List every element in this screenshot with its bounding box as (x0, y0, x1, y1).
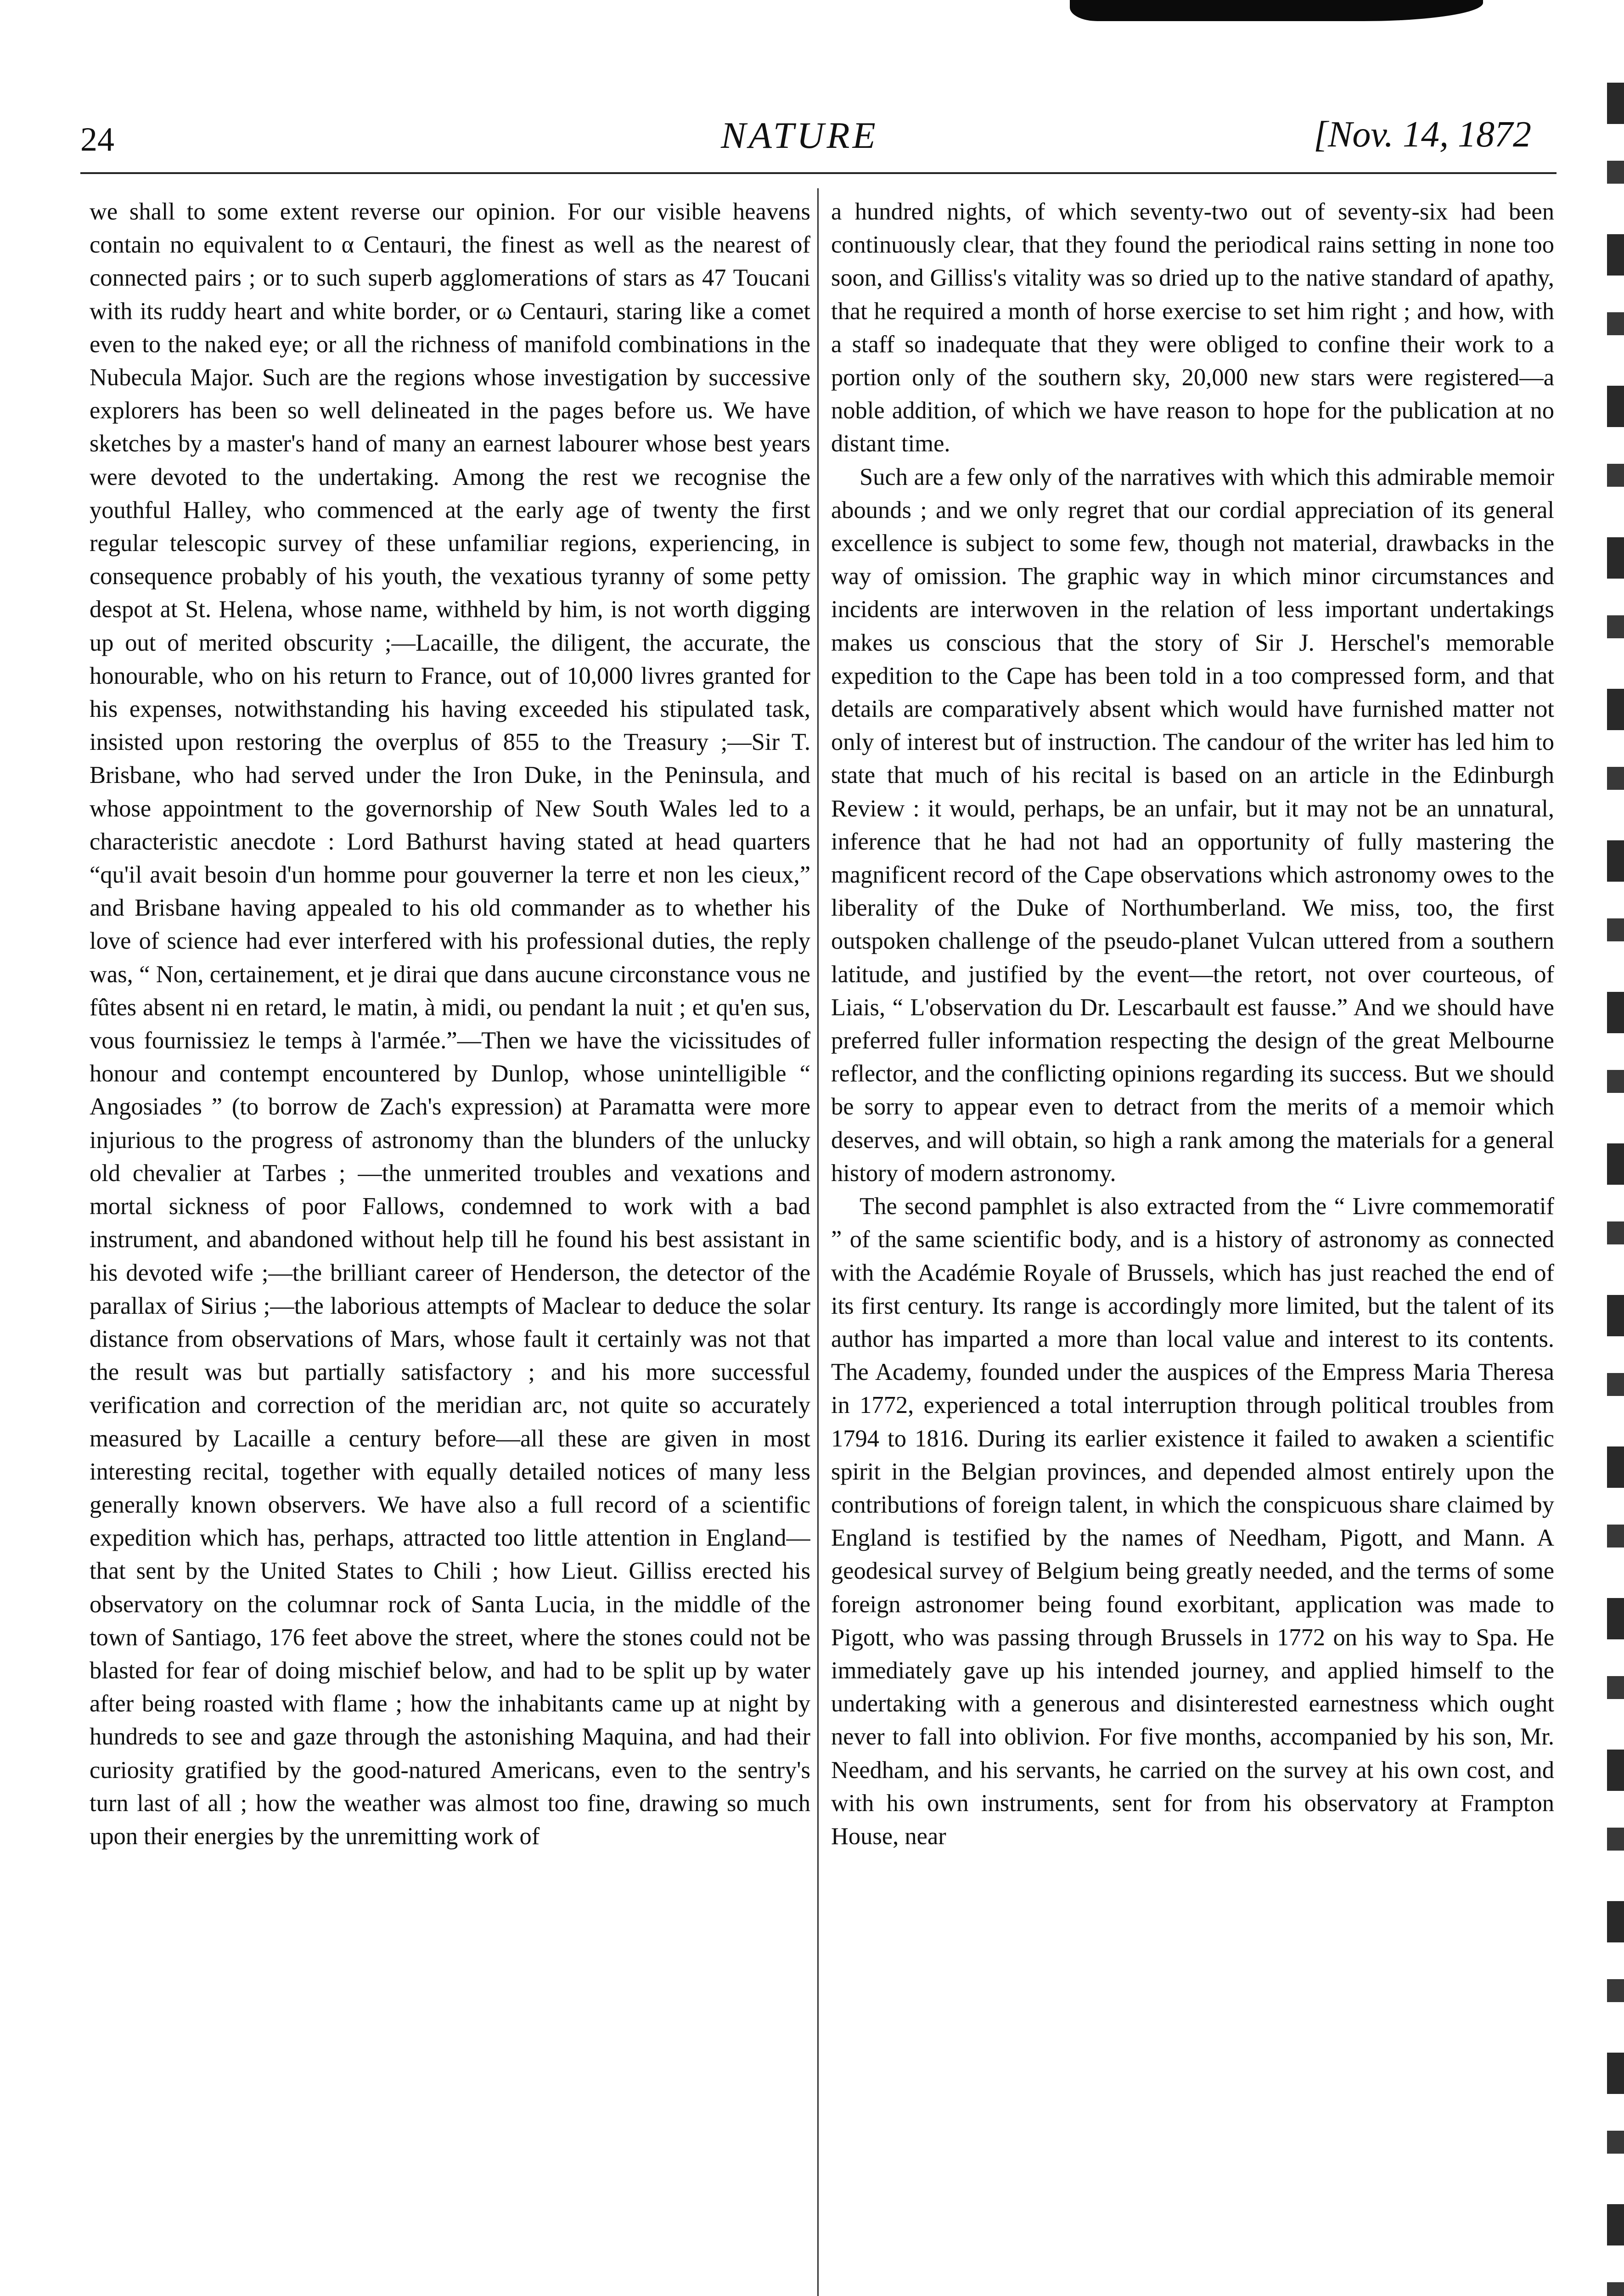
paragraph: Such are a few only of the narratives with which this admirable memoir abounds ; and we only regret that our cordial appreciation of its general excellence is subject to some few, though not material, drawbacks in the way of omission. The graphic way in which minor circumstances and incidents are interwoven in the relation of less important undertakings makes us conscious that the story of Sir J. Herschel's memorable expedition to the Cape has been told in a too compressed form, and that details are comparatively absent which would have furnished matter not only of interest but of instruction. The candour of the writer has led him to state that much of his recital is based on an article in the Edinburgh Review : it would, perhaps, be an unfair, but it may not be an unnatural, inference that he had not had an opportunity of fully mastering the magnificent record of the Cape observations which astronomy owes to the liberality of the Duke of Northumberland. We miss, too, the first outspoken challenge of the pseudo-planet Vulcan uttered from a southern latitude, and justified by the event—the retort, not over courteous, of Liais, “ L'observation du Dr. Lescarbault est fausse.” And we should have preferred fuller information respecting the design of the great Melbourne reflector, and the conflicting opinions regarding its success. But we should be sorry to appear even to detract from the merits of a memoir which deserves, and will obtain, so high a rank among the materials for a general history of modern astronomy. (831, 463, 1554, 1187)
paragraph: a hundred nights, of which seventy-two out of seventy-six had been continuously clear, that they found the periodical rains setting in none too soon, and Gilliss's vitality was so dried up to the native standard of apathy, that he required a month of horse exercise to set him right ; and how, with a staff so inadequate that they were obliged to confine their work to a portion only of the southern sky, 20,000 new stars were registered—a noble addition, of which we have reason to hope for the publication at no distant time. (831, 198, 1554, 457)
header-rule (80, 172, 1557, 174)
page-header (80, 110, 1536, 165)
right-column (831, 195, 1554, 2280)
left-column (90, 195, 810, 2280)
column-divider (817, 188, 819, 2296)
paragraph: The second pamphlet is also extracted from the “ Livre commemoratif ” of the same scientific body, and is a history of astronomy as connected with the Académie Royale of Brussels, which has just reached the end of its first century. Its range is accordingly more limited, but the talent of its author has imparted a more than local value and interest to its contents. The Academy, founded under the auspices of the Empress Maria Theresa in 1772, experienced a total interruption through political troubles from 1794 to 1816. During its earlier existence it failed to awaken a scientific spirit in the Belgian provinces, and depended almost entirely upon the contributions of foreign talent, in which the conspicuous share claimed by England is testified by the names of Needham, Pigott, and Mann. A geodesical survey of Belgium being greatly needed, and the terms of some foreign astronomer being found exorbitant, application was made to Pigott, who was passing through Brussels in 1772 on his way to Spa. He immediately gave up his intended journey, and applied himself to the undertaking with a generous and disinterested earnestness which ought never to fall into oblivion. For five months, accompanied by his son, Mr. Needham, and his servants, he carried on the survey at his own cost, and with his own instruments, sent for from his observatory at Frampton House, near (831, 1193, 1554, 1850)
journal-title: NATURE (721, 114, 878, 156)
page-number: 24 (80, 121, 114, 158)
scan-edge-top (1070, 0, 1483, 21)
issue-date: [Nov. 14, 1872 (1313, 114, 1531, 155)
paragraph: we shall to some extent reverse our opinion. For our visible heavens contain no equivalent to α Centauri, the finest as well as the nearest of connected pairs ; or to such superb agglomerations of stars as 47 Toucani with its ruddy heart and white border, or ω Centauri, staring like a comet even to the naked eye; or all the richness of manifold combinations in the Nubecula Major. Such are the regions whose investigation by successive explorers has been so well delineated in the pages before us. We have sketches by a master's hand of many an earnest labourer whose best years were devoted to the undertaking. Among the rest we recognise the youthful Halley, who commenced at the early age of twenty the first regular telescopic survey of these unfamiliar regions, experiencing, in consequence probably of his youth, the vexatious tyranny of some petty despot at St. Helena, whose name, withheld by him, is not worth digging up out of merited obscurity ;—Lacaille, the diligent, the accurate, the honourable, who on his return to France, out of 10,000 livres granted for his expenses, notwithstanding his having exceeded his stipulated task, insisted upon restoring the overplus of 855 to the Treasury ;—Sir T. Brisbane, who had served under the Iron Duke, in the Peninsula, and whose appointment to the governorship of New South Wales led to a characteristic anecdote : Lord Bathurst having stated at head quarters “qu'il avait besoin d'un homme pour gouverner la terre et non les cieux,” and Brisbane having appealed to his old commander as to whether his love of science had ever interfered with his professional duties, the reply was, “ Non, certainement, et je dirai que dans aucune circonstance vous ne fûtes absent ni en retard, le matin, à midi, ou pendant la nuit ; et qu'en sus, vous fournissiez le temps à l'armée.”—Then we have the vicissitudes of honour and contempt encountered by Dunlop, whose unintelligible “ Angosiades ” (to borrow de Zach's expression) at Paramatta were more injurious to the progress of astronomy than the blunders of the unlucky old chevalier at Tarbes ; —the unmerited troubles and vexations and mortal sickness of poor Fallows, condemned to work with a bad instrument, and abandoned without help till he found his best assistant in his devoted wife ;—the brilliant career of Henderson, the detector of the parallax of Sirius ;—the laborious attempts of Maclear to deduce the solar distance from observations of Mars, whose fault it certainly was not that the result was but partially satisfactory ; and his more successful verification and correction of the meridian arc, not quite so accurately measured by Lacaille a century before—all these are given in most interesting recital, together with equally detailed notices of many less generally known observers. We have also a full record of a scientific expedition which has, perhaps, attracted too little attention in England—that sent by the United States to Chili ; how Lieut. Gilliss erected his observatory on the columnar rock of Santa Lucia, in the middle of the town of Santiago, 176 feet above the street, where the stones could not be blasted for fear of doing mischief below, and had to be split up by water after being roasted with flame ; how the inhabitants came up at night by hundreds to see and gaze through the astonishing Maquina, and had their curiosity gratified by the good-natured Americans, even to the sentry's turn last of all ; how the weather was almost too fine, drawing so much upon their energies by the unremitting work of (90, 198, 810, 1850)
scan-edge-right (1607, 83, 1624, 2296)
